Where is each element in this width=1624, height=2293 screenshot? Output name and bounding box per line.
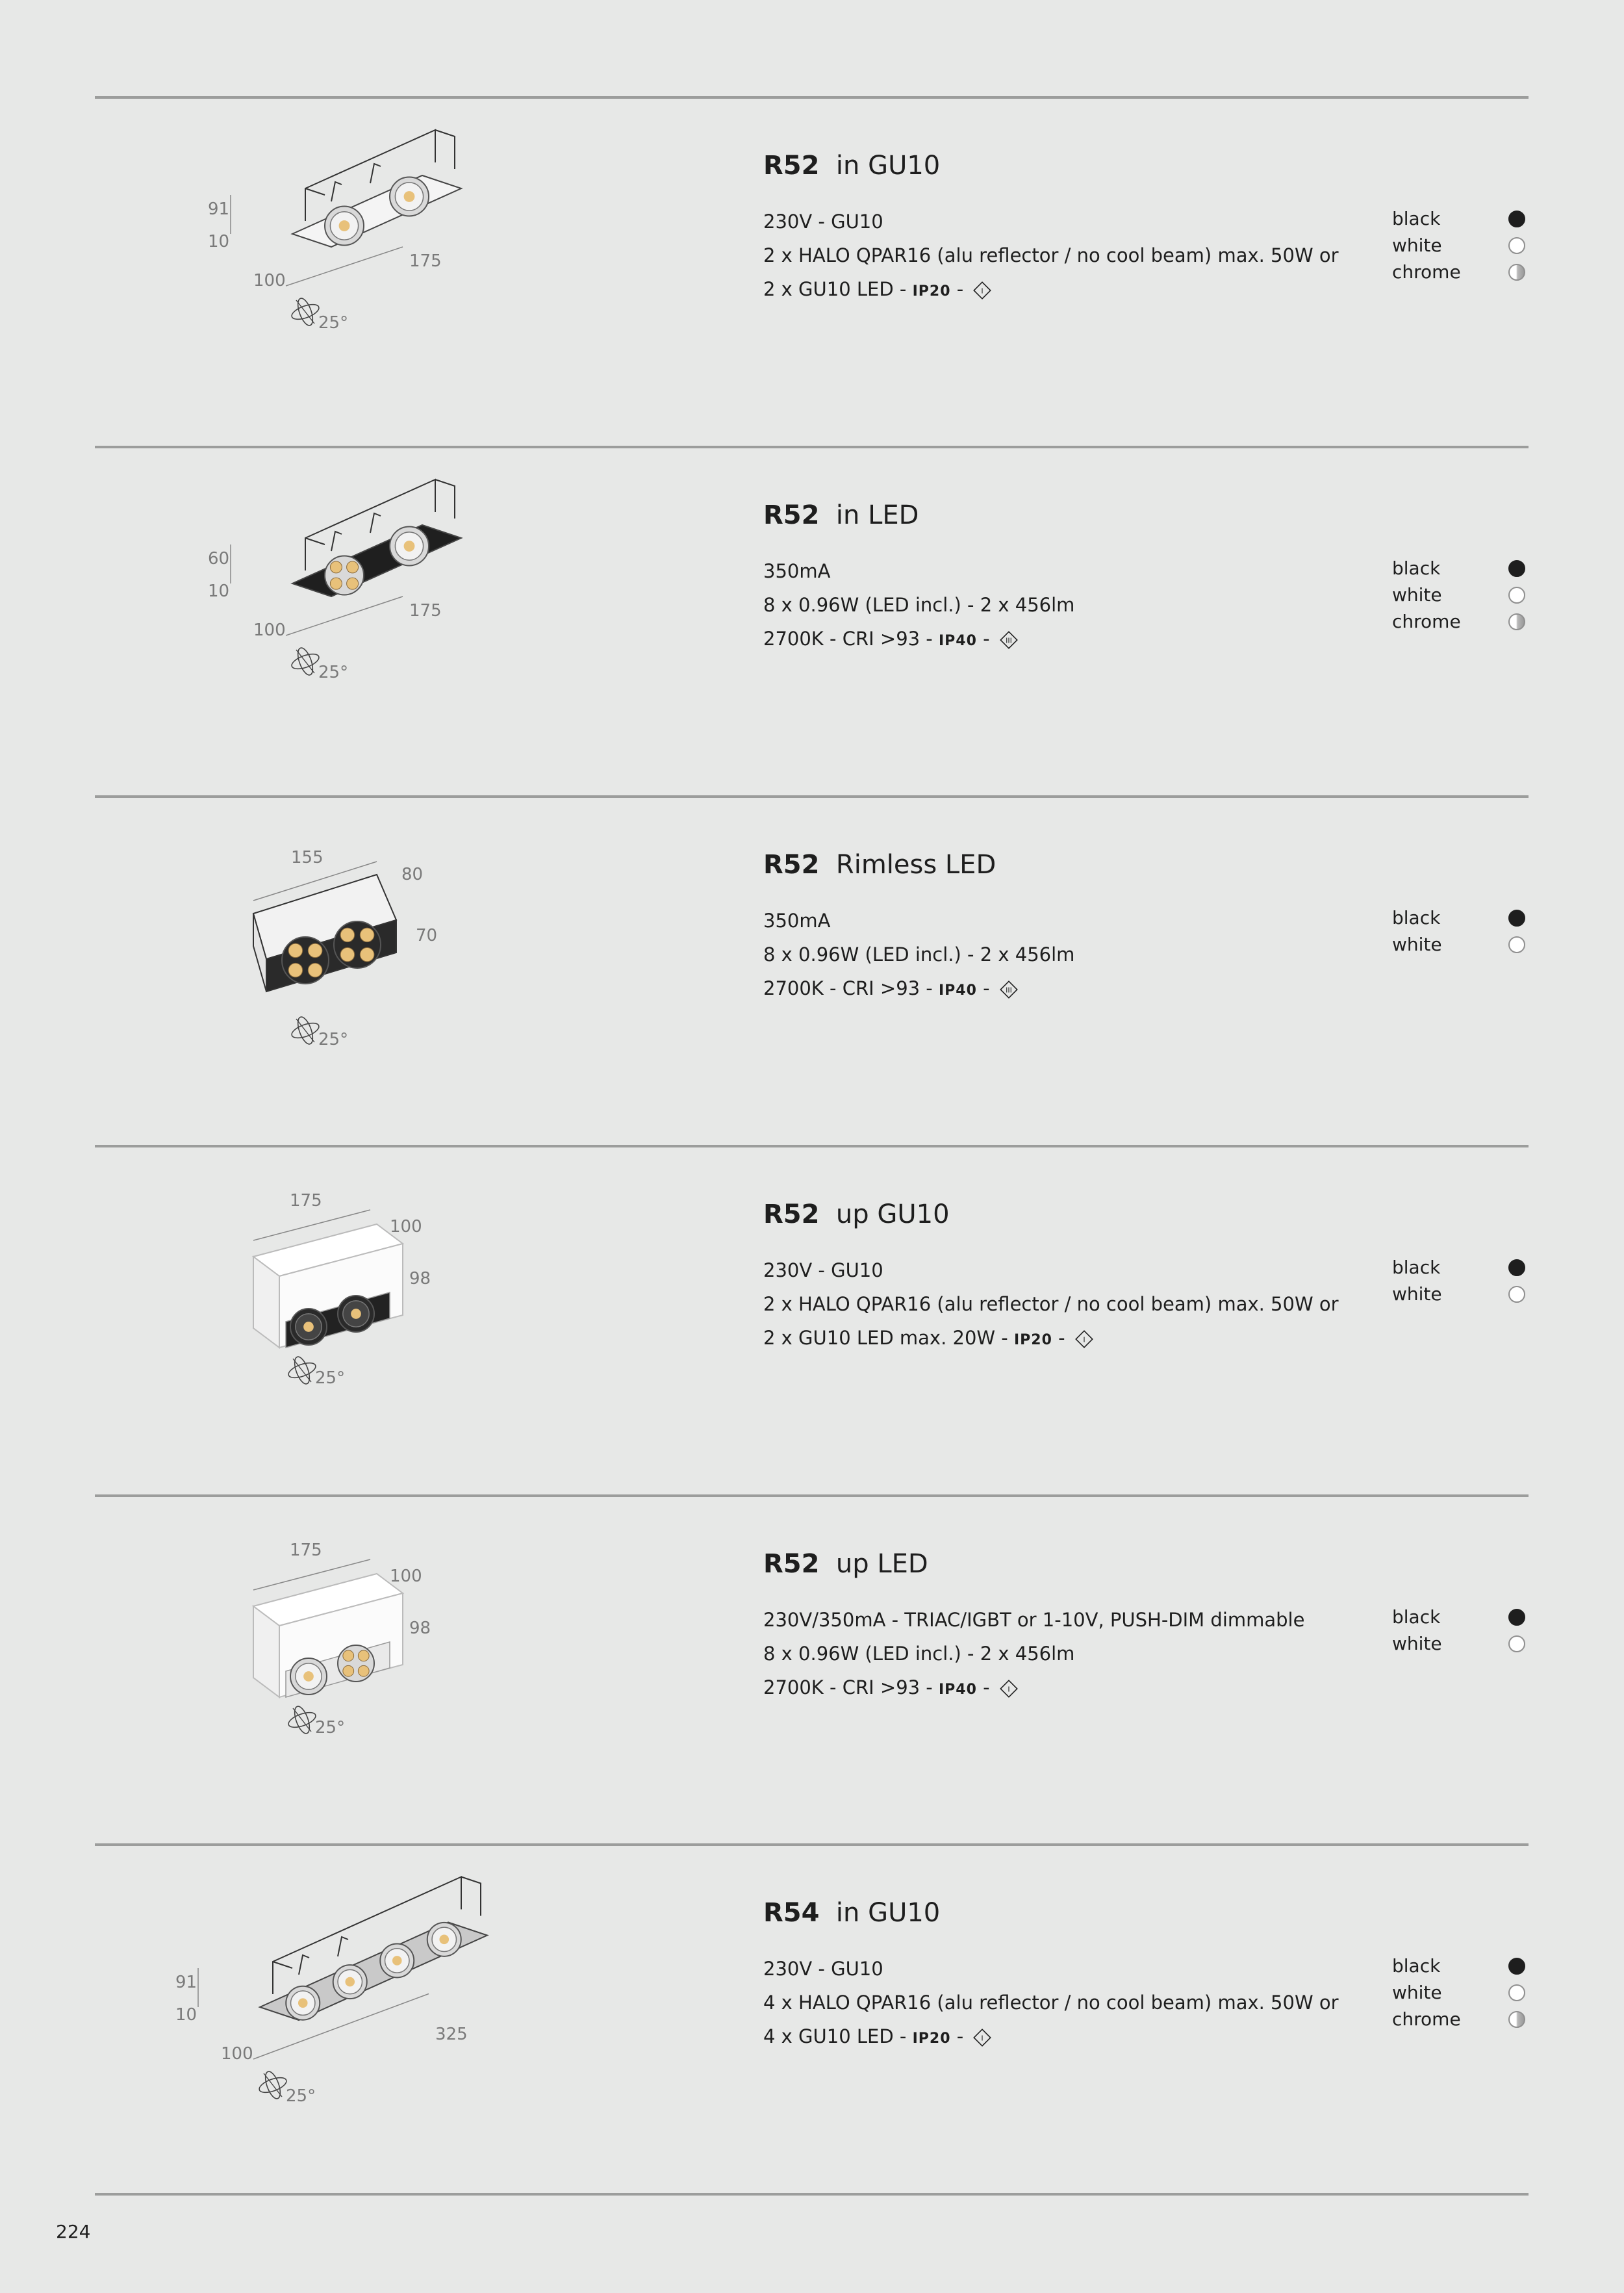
spec-text: 230V/350mA - TRIAC/IGBT or 1-10V, PUSH-DIM dimmable <box>763 1609 1305 1631</box>
spec-line <box>763 2019 1339 2056</box>
finish-option-chrome <box>1392 611 1530 637</box>
lamp <box>390 527 429 566</box>
finish-option-black <box>1392 557 1530 584</box>
protection-class-label: I <box>1083 1335 1085 1344</box>
finish-label: black <box>1392 907 1441 929</box>
finish-label: white <box>1392 934 1442 955</box>
beam-angle-icon <box>290 646 321 677</box>
protection-class-icon <box>998 979 1019 1000</box>
spec-text: 2700K - CRI >93 - <box>763 977 939 999</box>
finish-label: black <box>1392 208 1441 229</box>
product-title <box>763 1898 940 1928</box>
lamp <box>333 1965 367 1999</box>
product-specs <box>763 904 1074 1008</box>
finish-label: black <box>1392 1257 1441 1278</box>
lamp <box>390 177 429 216</box>
spec-text: 8 x 0.96W (LED incl.) - 2 x 456lm <box>763 1643 1075 1665</box>
dim-height: 98 <box>409 1269 431 1288</box>
product-drawing <box>195 486 507 746</box>
product-specs <box>763 1952 1339 2056</box>
finish-label: white <box>1392 584 1442 606</box>
dim-height: 91 <box>175 1973 197 1992</box>
finish-option-white <box>1392 1633 1530 1659</box>
spec-line <box>763 1253 1339 1287</box>
product-specs <box>763 1253 1339 1357</box>
product-illustration <box>195 1185 507 1445</box>
beam-angle: 25° <box>318 313 349 333</box>
beam-angle-icon <box>286 1704 318 1736</box>
finish-option-white <box>1392 235 1530 261</box>
finish-options <box>1392 557 1530 637</box>
dim-width: 100 <box>253 271 286 290</box>
fixture-housing <box>253 1574 403 1697</box>
product-section <box>0 97 1624 447</box>
lamp <box>380 1943 414 1977</box>
finish-option-black <box>1392 907 1530 934</box>
protection-class-label: I <box>1008 1685 1010 1694</box>
beam-angle: 25° <box>315 1368 346 1388</box>
spec-text: 8 x 0.96W (LED incl.) - 2 x 456lm <box>763 594 1075 616</box>
product-model: R52 <box>763 500 820 530</box>
product-drawing <box>195 136 507 396</box>
dim-width: 100 <box>390 1217 422 1236</box>
spec-text: 8 x 0.96W (LED incl.) - 2 x 456lm <box>763 943 1075 966</box>
lamp <box>338 1645 374 1682</box>
beam-angle: 25° <box>318 663 349 682</box>
dim-length: 325 <box>435 2025 468 2044</box>
product-variant: Rimless LED <box>835 850 996 880</box>
finish-swatch <box>1508 237 1525 254</box>
product-section <box>0 1845 1624 2194</box>
spec-text: 350mA <box>763 560 831 582</box>
finish-swatch <box>1508 1635 1525 1652</box>
dim-length: 175 <box>409 601 442 621</box>
product-drawing <box>195 1185 507 1445</box>
spec-text: 350mA <box>763 910 831 932</box>
finish-swatch <box>1508 587 1525 604</box>
mounting-clips <box>331 513 381 551</box>
spec-separator: - <box>950 2025 970 2047</box>
fixture-housing <box>253 1224 403 1348</box>
product-specs <box>763 205 1339 309</box>
finish-label: chrome <box>1392 261 1461 283</box>
product-illustration <box>195 1535 507 1795</box>
spec-separator: - <box>976 1676 996 1698</box>
beam-angle-icon <box>286 1355 318 1386</box>
mounting-clips <box>331 164 381 201</box>
spec-line <box>763 971 1074 1008</box>
finish-swatch <box>1508 1984 1525 2001</box>
dim-height: 70 <box>416 926 438 945</box>
protection-class-icon <box>972 2027 993 2048</box>
spec-separator: - <box>976 977 996 999</box>
spec-line <box>763 1986 1339 2019</box>
dim-length: 175 <box>290 1541 322 1560</box>
spec-line <box>763 1637 1304 1671</box>
finish-label: black <box>1392 1606 1441 1628</box>
product-drawing <box>175 1884 507 2144</box>
finish-options <box>1392 907 1530 960</box>
spec-separator: - <box>950 278 970 300</box>
product-model: R52 <box>763 1549 820 1579</box>
product-model: R54 <box>763 1898 820 1928</box>
lamp <box>286 1986 320 2020</box>
spec-line <box>763 1603 1304 1637</box>
finish-option-chrome <box>1392 2008 1530 2035</box>
ip-rating: IP20 <box>912 2030 951 2047</box>
product-drawing <box>195 836 507 1095</box>
spec-separator: - <box>976 628 996 650</box>
spec-line <box>763 1671 1304 1707</box>
finish-label: black <box>1392 557 1441 579</box>
spec-text: 230V - GU10 <box>763 211 883 233</box>
protection-class-label: III <box>1005 636 1012 645</box>
finish-swatch <box>1508 264 1525 281</box>
protection-class-icon <box>1074 1329 1095 1350</box>
dim-height: 60 <box>208 549 230 569</box>
product-illustration <box>175 1884 507 2144</box>
spec-line <box>763 622 1074 658</box>
finish-label: black <box>1392 1955 1441 1977</box>
finish-option-black <box>1392 1955 1530 1982</box>
finish-swatch <box>1508 1259 1525 1276</box>
spec-text: 4 x GU10 LED - <box>763 2025 913 2047</box>
product-section <box>0 1496 1624 1845</box>
finish-option-black <box>1392 1257 1530 1283</box>
lamp <box>282 937 329 984</box>
spec-text: 230V - GU10 <box>763 1259 883 1281</box>
protection-class-label: I <box>981 2034 984 2043</box>
product-illustration <box>195 136 507 396</box>
spec-line <box>763 238 1339 272</box>
dim-trim: 10 <box>208 582 230 601</box>
finish-options <box>1392 1955 1530 2035</box>
finish-label: white <box>1392 1982 1442 2003</box>
finish-options <box>1392 1257 1530 1310</box>
page-number: 224 <box>56 2221 91 2242</box>
product-specs <box>763 554 1074 658</box>
spec-text: 2 x HALO QPAR16 (alu reflector / no cool beam) max. 50W or <box>763 1293 1339 1315</box>
lamp <box>334 921 381 968</box>
beam-angle-icon <box>257 2069 288 2101</box>
dim-height: 91 <box>208 199 230 219</box>
product-variant: up GU10 <box>835 1199 950 1229</box>
beam-angle-icon <box>290 1015 321 1046</box>
spec-text: 230V - GU10 <box>763 1958 883 1980</box>
spec-line <box>763 205 1339 238</box>
lamp <box>338 1296 374 1332</box>
spec-text: 4 x HALO QPAR16 (alu reflector / no cool beam) max. 50W or <box>763 1992 1339 2014</box>
finish-label: white <box>1392 235 1442 256</box>
protection-class-label: I <box>981 287 984 296</box>
finish-option-white <box>1392 584 1530 611</box>
finish-swatch <box>1508 1609 1525 1626</box>
finish-option-black <box>1392 208 1530 235</box>
ip-rating: IP20 <box>1014 1332 1052 1348</box>
product-title <box>763 500 919 530</box>
dim-length: 175 <box>290 1191 322 1211</box>
dim-width: 100 <box>253 621 286 640</box>
spec-text: 2 x GU10 LED max. 20W - <box>763 1327 1014 1349</box>
lamp <box>427 1923 461 1956</box>
product-variant: in GU10 <box>835 151 941 181</box>
dim-height: 98 <box>409 1619 431 1638</box>
finish-label: chrome <box>1392 611 1461 632</box>
dim-length: 155 <box>291 848 324 867</box>
product-section <box>0 797 1624 1146</box>
beam-angle-icon <box>290 296 321 327</box>
spec-separator: - <box>1052 1327 1071 1349</box>
dim-width: 100 <box>390 1567 422 1586</box>
finish-swatch <box>1508 936 1525 953</box>
spec-text: 2 x HALO QPAR16 (alu reflector / no cool beam) max. 50W or <box>763 244 1339 266</box>
product-variant: in GU10 <box>835 1898 941 1928</box>
finish-option-black <box>1392 1606 1530 1633</box>
product-model: R52 <box>763 850 820 880</box>
spec-line <box>763 1287 1339 1321</box>
product-variant: up LED <box>835 1549 928 1579</box>
ip-rating: IP40 <box>939 1682 977 1698</box>
spec-text: 2700K - CRI >93 - <box>763 1676 939 1698</box>
product-illustration <box>195 486 507 746</box>
dim-width: 100 <box>221 2044 253 2064</box>
product-variant: in LED <box>835 500 919 530</box>
ip-rating: IP40 <box>939 633 977 649</box>
product-title <box>763 1199 950 1229</box>
dim-length: 175 <box>409 251 442 271</box>
protection-class-icon <box>972 280 993 301</box>
finish-swatch <box>1508 1958 1525 1975</box>
spec-line <box>763 904 1074 938</box>
product-specs <box>763 1603 1304 1707</box>
finish-option-chrome <box>1392 261 1530 288</box>
finish-label: chrome <box>1392 2008 1461 2030</box>
product-section <box>0 1146 1624 1496</box>
dim-trim: 10 <box>208 232 230 251</box>
spec-line <box>763 272 1339 309</box>
product-section <box>0 447 1624 797</box>
finish-swatch <box>1508 211 1525 227</box>
lamp <box>325 207 364 246</box>
finish-swatch <box>1508 1286 1525 1303</box>
spec-text: 2 x GU10 LED - <box>763 278 913 300</box>
lamp <box>325 556 364 595</box>
spec-line <box>763 588 1074 622</box>
product-model: R52 <box>763 1199 820 1229</box>
finish-swatch <box>1508 613 1525 630</box>
dim-trim: 10 <box>175 2005 197 2025</box>
lamp <box>290 1309 327 1345</box>
spec-text: 2700K - CRI >93 - <box>763 628 939 650</box>
spec-line <box>763 938 1074 971</box>
finish-swatch <box>1508 910 1525 927</box>
ip-rating: IP40 <box>939 982 977 999</box>
finish-option-white <box>1392 1982 1530 2008</box>
finish-label: white <box>1392 1283 1442 1305</box>
protection-class-icon <box>998 630 1019 650</box>
finish-label: white <box>1392 1633 1442 1654</box>
finish-option-white <box>1392 934 1530 960</box>
ip-rating: IP20 <box>912 283 951 300</box>
product-drawing <box>195 1535 507 1795</box>
beam-angle: 25° <box>286 2086 316 2106</box>
beam-angle: 25° <box>318 1030 349 1049</box>
fixture-trim <box>292 175 461 247</box>
finish-swatch <box>1508 560 1525 577</box>
protection-class-label: III <box>1005 986 1012 995</box>
spec-line <box>763 1952 1339 1986</box>
product-model: R52 <box>763 151 820 181</box>
product-title <box>763 1549 928 1579</box>
dim-width: 80 <box>401 865 424 884</box>
finish-options <box>1392 1606 1530 1659</box>
spec-line <box>763 1321 1339 1357</box>
protection-class-icon <box>998 1678 1019 1699</box>
finish-option-white <box>1392 1283 1530 1310</box>
beam-angle: 25° <box>315 1718 346 1737</box>
product-title <box>763 151 940 181</box>
product-title <box>763 850 996 880</box>
spec-line <box>763 554 1074 588</box>
fixture-trim <box>292 525 461 596</box>
product-illustration <box>195 836 507 1095</box>
finish-swatch <box>1508 2011 1525 2028</box>
finish-options <box>1392 208 1530 288</box>
lamp <box>290 1658 327 1695</box>
